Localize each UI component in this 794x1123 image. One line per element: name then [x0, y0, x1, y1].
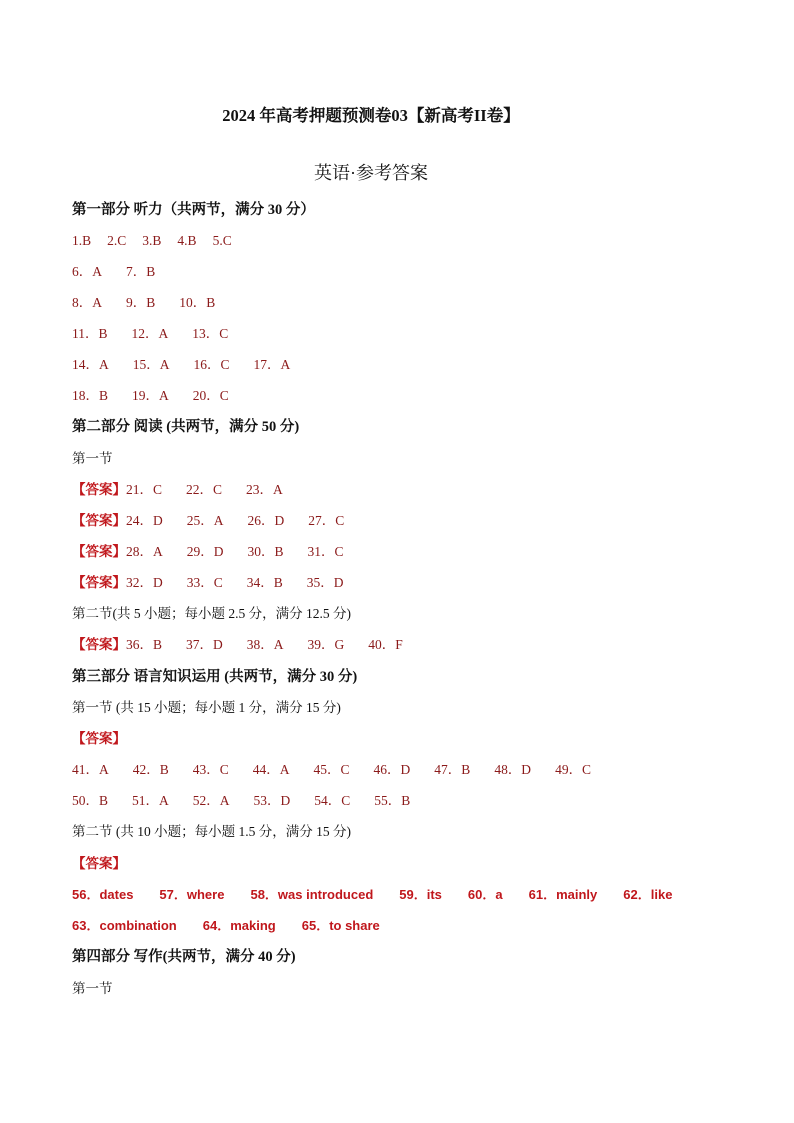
part2-section1-label: 第一节 [72, 451, 113, 466]
answer-tag: 【答案】 [72, 637, 126, 652]
answer-item: 59．its [399, 887, 442, 902]
part1-answer-row [72, 230, 256, 252]
part2-heading: 第二部分 阅读 (共两节，满分 50 分) [72, 419, 300, 435]
answer-item: 21．C [126, 482, 163, 497]
answer-item: 32．D [126, 575, 163, 590]
answer-tag: 【答案】 [72, 513, 126, 528]
answer-item: 16．C [193, 357, 230, 372]
part3-answer-tag-line [72, 853, 126, 875]
answer-item: 25．A [186, 513, 224, 528]
answer-item: 4.B [177, 233, 197, 248]
answer-item: 60．a [467, 887, 503, 902]
document-subtitle: 英语·参考答案 [314, 163, 428, 183]
answer-item: 38．A [246, 637, 284, 652]
answer-item: 18．B [72, 388, 109, 403]
part2-answer-row [72, 479, 307, 501]
part3-heading: 第三部分 语言知识运用 (共两节，满分 30 分) [72, 669, 358, 685]
answer-item: 50．B [72, 793, 109, 808]
document-title: 2024 年高考押题预测卷03【新高考II卷】 [222, 106, 520, 125]
part3-answer-row [72, 790, 434, 812]
answer-item: 2.C [107, 233, 127, 248]
answer-item: 23．A [246, 482, 283, 497]
part4-section1-label: 第一节 [72, 981, 113, 996]
answer-item: 39．G [307, 637, 345, 652]
answer-item: 1.B [72, 233, 92, 248]
answer-item: 47．B [434, 762, 471, 777]
answer-item: 14．A [72, 357, 109, 372]
answer-item: 26．D [247, 513, 285, 528]
answer-item: 12．A [131, 326, 169, 341]
answer-item: 55．B [374, 793, 411, 808]
answer-item: 28．A [126, 544, 163, 559]
part1-answer-row [72, 354, 314, 376]
answer-tag: 【答案】 [72, 482, 126, 497]
answer-item: 24．D [126, 513, 163, 528]
answer-item: 49．C [555, 762, 592, 777]
answer-item: 45．C [313, 762, 350, 777]
answer-item: 22．C [186, 482, 223, 497]
part3-answer-tag-line [72, 728, 126, 750]
part4-heading: 第四部分 写作(共两节，满分 40 分) [72, 949, 296, 965]
answer-item: 53．D [253, 793, 291, 808]
answer-item: 9．B [126, 295, 156, 310]
answer-item: 58．was introduced [250, 887, 374, 902]
answer-item: 57．where [159, 887, 225, 902]
answer-tag: 【答案】 [72, 856, 126, 871]
answer-item: 65．to share [301, 918, 380, 933]
answer-item: 61．mainly [528, 887, 598, 902]
answer-tag: 【答案】 [72, 575, 126, 590]
answer-item: 37．D [186, 637, 223, 652]
part2-answer-row [72, 634, 427, 656]
answer-item: 43．C [192, 762, 229, 777]
answer-tag: 【答案】 [72, 544, 126, 559]
answer-item: 48．D [494, 762, 532, 777]
answer-item: 51．A [132, 793, 169, 808]
answer-item: 63．combination [72, 918, 177, 933]
answer-item: 6．A [72, 264, 102, 279]
answer-item: 29．D [186, 544, 224, 559]
answer-item: 19．A [132, 388, 169, 403]
answer-item: 3.B [142, 233, 162, 248]
answer-item: 56．dates [72, 887, 134, 902]
answer-item: 42．B [132, 762, 169, 777]
answer-item: 27．C [308, 513, 345, 528]
answer-item: 20．C [192, 388, 229, 403]
answer-tag: 【答案】 [72, 731, 126, 746]
part3-fill-answer-row [72, 884, 672, 906]
part3-section2-label: 第二节 (共 10 小题；每小题 1.5 分，满分 15 分) [72, 824, 351, 839]
part1-answer-row [72, 292, 239, 314]
answer-item: 36．B [126, 637, 163, 652]
answer-item: 31．C [307, 544, 344, 559]
answer-item: 44．A [252, 762, 290, 777]
part1-heading: 第一部分 听力（共两节，满分 30 分） [72, 202, 315, 218]
part2-answer-row [72, 510, 368, 532]
answer-item: 62．like [623, 887, 673, 902]
answer-item: 33．C [186, 575, 223, 590]
answer-item: 11．B [72, 326, 108, 341]
answer-item: 15．A [132, 357, 170, 372]
answer-item: 13．C [192, 326, 229, 341]
part1-answer-row [72, 323, 252, 345]
part2-answer-row [72, 541, 368, 563]
part2-section2-label: 第二节(共 5 小题；每小题 2.5 分，满分 12.5 分) [72, 606, 351, 621]
part1-answer-row [72, 261, 179, 283]
answer-item: 35．D [306, 575, 344, 590]
answer-item: 7．B [126, 264, 156, 279]
part3-section1-label: 第一节 (共 15 小题；每小题 1 分，满分 15 分) [72, 700, 341, 715]
answer-item: 34．B [246, 575, 283, 590]
answer-item: 64．making [202, 918, 276, 933]
part3-answer-row [72, 759, 591, 781]
answer-item: 54．C [314, 793, 351, 808]
part3-fill-answer-row [72, 915, 406, 937]
answer-item: 46．D [373, 762, 411, 777]
answer-item: 52．A [192, 793, 230, 808]
answer-item: 41．A [72, 762, 109, 777]
answer-item: 8．A [72, 295, 102, 310]
answer-item: 17．A [253, 357, 291, 372]
part1-answer-row [72, 385, 253, 407]
answer-item: 40．F [368, 637, 403, 652]
part2-answer-row [72, 572, 368, 594]
answer-item: 10．B [179, 295, 216, 310]
answer-item: 5.C [212, 233, 232, 248]
answer-item: 30．B [247, 544, 284, 559]
